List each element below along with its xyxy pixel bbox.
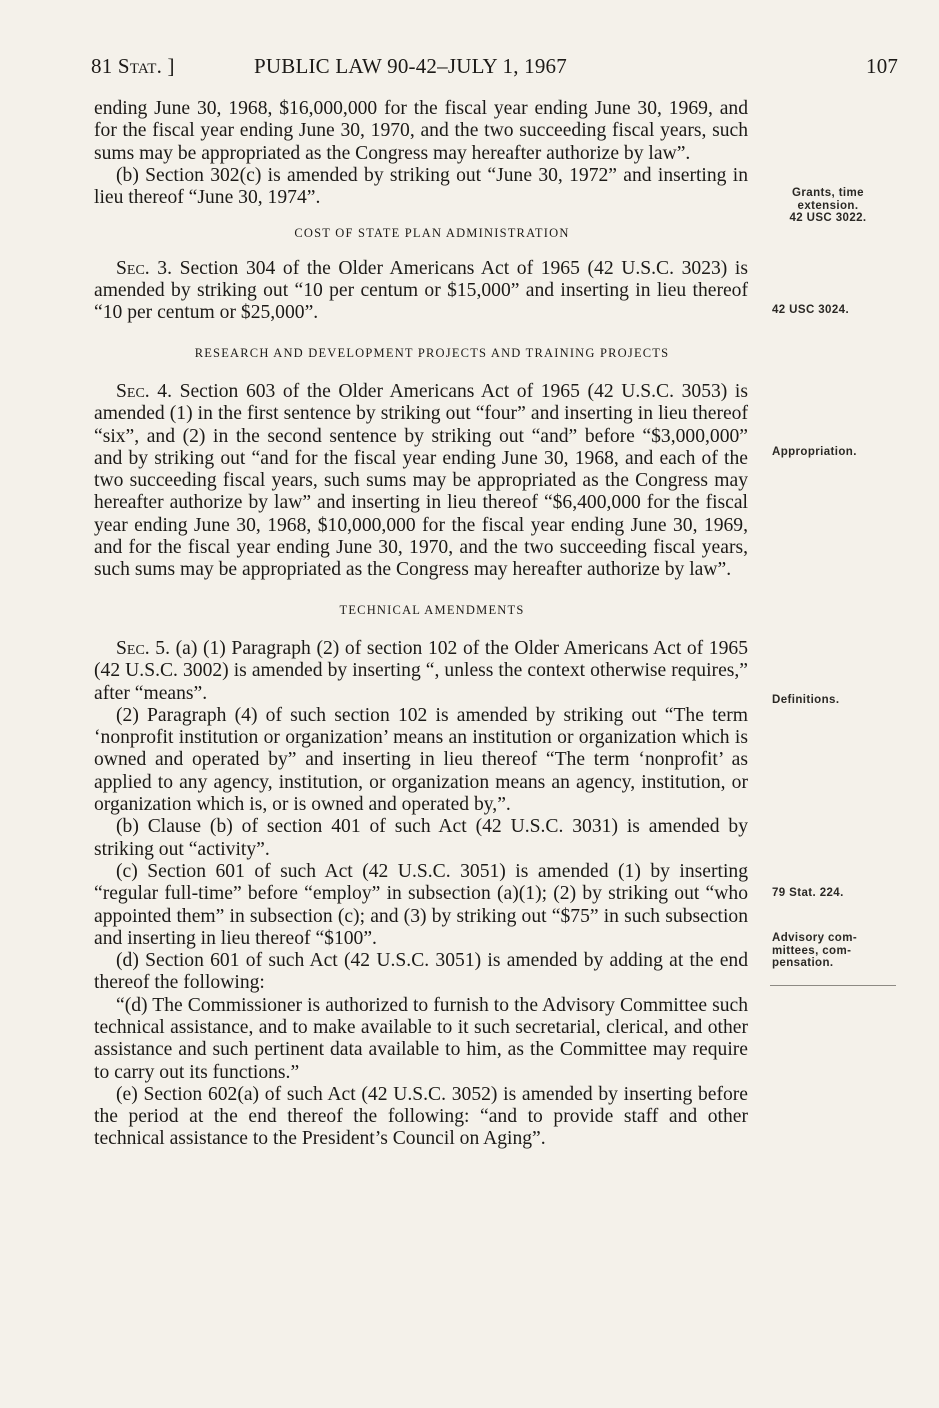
- running-title: PUBLIC LAW 90-42–JULY 1, 1967: [254, 54, 567, 78]
- heading-research-and-development: RESEARCH AND DEVELOPMENT PROJECTS AND TRAINING PROJECTS: [194, 345, 670, 360]
- paragraph-5e: (e) Section 602(a) of such Act (42 U.S.C. 3052) is amended by inserting before the period at the end thereof the following: “and to provide staff and other technical assistance to the President’s Council on Aging”.: [94, 1083, 748, 1150]
- margin-divider-rule: [770, 985, 896, 986]
- section-4-label: Sec.: [116, 380, 150, 402]
- section-3-paragraph: [94, 258, 748, 325]
- margin-note-usc-3024: 42 USC 3024.: [772, 304, 850, 316]
- paragraph-5d-quoted-text: “(d) The Commissioner is authorized to furnish to the Advisory Committee such technical assistance, and to make available to it such secretarial, clerical, and other assistance and such pertinent data available to him, as the Committee may require to carry out its functions.”: [94, 994, 748, 1083]
- paragraph-5c: (c) Section 601 of such Act (42 U.S.C. 3051) is amended (1) by inserting “regular full-time” before “employ” in subsection (a)(1); (2) by striking out “who appointed them” in subsection (c); and (3) by striking out “$75” in such subsection and inserting in lieu thereof “$100”.: [94, 860, 748, 949]
- section-4-paragraph: [94, 381, 748, 582]
- margin-note-79-stat-224: 79 Stat. 224.: [772, 887, 844, 899]
- volume-reference: 81 Stat. ]: [91, 54, 175, 78]
- heading-technical-amendments: TECHNICAL AMENDMENTS: [339, 602, 525, 617]
- paragraph-subsection-b: (b) Section 302(c) is amended by striking out “June 30, 1972” and inserting in lieu thereof “June 30, 1974”.: [94, 164, 748, 209]
- section-3-label: Sec.: [116, 257, 150, 279]
- paragraph-continuation: ending June 30, 1968, $16,000,000 for the fiscal year ending June 30, 1969, and for the fiscal year ending June 30, 1970, and the two succeeding fiscal years, such sums may be appropriated as the Congress may hereafter authorize by law”.: [94, 98, 748, 164]
- paragraph-5b: (b) Clause (b) of section 401 of such Act (42 U.S.C. 3031) is amended by striking out “activity”.: [94, 816, 748, 860]
- paragraph-5a2: (2) Paragraph (4) of such section 102 is amended by striking out “The term ‘nonprofit institution or organization’ means an institution or organization which is owned and operated by” and inserting in lieu thereof “The term ‘nonprofit’ as applied to any agency, institution, or organization means an agency, institution, or organization which is, or is owned and operated by,”.: [94, 704, 748, 816]
- heading-cost-of-state-plan: COST OF STATE PLAN ADMINISTRATION: [294, 226, 570, 241]
- page-number: 107: [866, 54, 899, 78]
- margin-note-grants: Grants, time extension. 42 USC 3022.: [789, 187, 867, 224]
- margin-note-advisory-committees: Advisory com- mittees, com- pensation.: [772, 932, 858, 969]
- main-text-column: [94, 98, 748, 1151]
- section-4-text: 4. Section 603 of the Older Americans Act of 1965 (42 U.S.C. 3053) is amended (1) in the first sentence by striking out “four” and inserting in lieu thereof “six”, and (2) in the second sentence by striking out “and” before “$3,000,000” and by striking out “and for the fiscal year ending June 30, 1968, and each of the two succeeding fiscal years, such sums may be appropriated as the Congress may hereafter authorize by law” and inserting in lieu thereof “$6,400,000 for the fiscal year ending June 30, 1968, $10,000,000 for the fiscal year ending June 30, 1969, and for the fiscal year ending June 30, 1970, and the two succeeding fiscal years, such sums may be appropriated as the Congress may hereafter authorize by law”.: [94, 380, 748, 581]
- section-3-text: 3. Section 304 of the Older Americans Act of 1965 (42 U.S.C. 3023) is amended by striking out “10 per centum or $15,000” and inserting in lieu thereof “10 per centum or $25,000”.: [94, 257, 748, 324]
- section-5-label: Sec.: [116, 637, 150, 659]
- section-5-paragraph: [94, 638, 748, 705]
- margin-note-appropriation: Appropriation.: [772, 446, 857, 458]
- section-5-text: 5. (a) (1) Paragraph (2) of section 102 of the Older Americans Act of 1965 (42 U.S.C. 3002) is amended by inserting “, unless the context otherwise requires,” after “means”.: [94, 637, 748, 704]
- paragraph-5d: (d) Section 601 of such Act (42 U.S.C. 3051) is amended by adding at the end thereof the following:: [94, 950, 748, 994]
- margin-note-definitions: Definitions.: [772, 694, 840, 706]
